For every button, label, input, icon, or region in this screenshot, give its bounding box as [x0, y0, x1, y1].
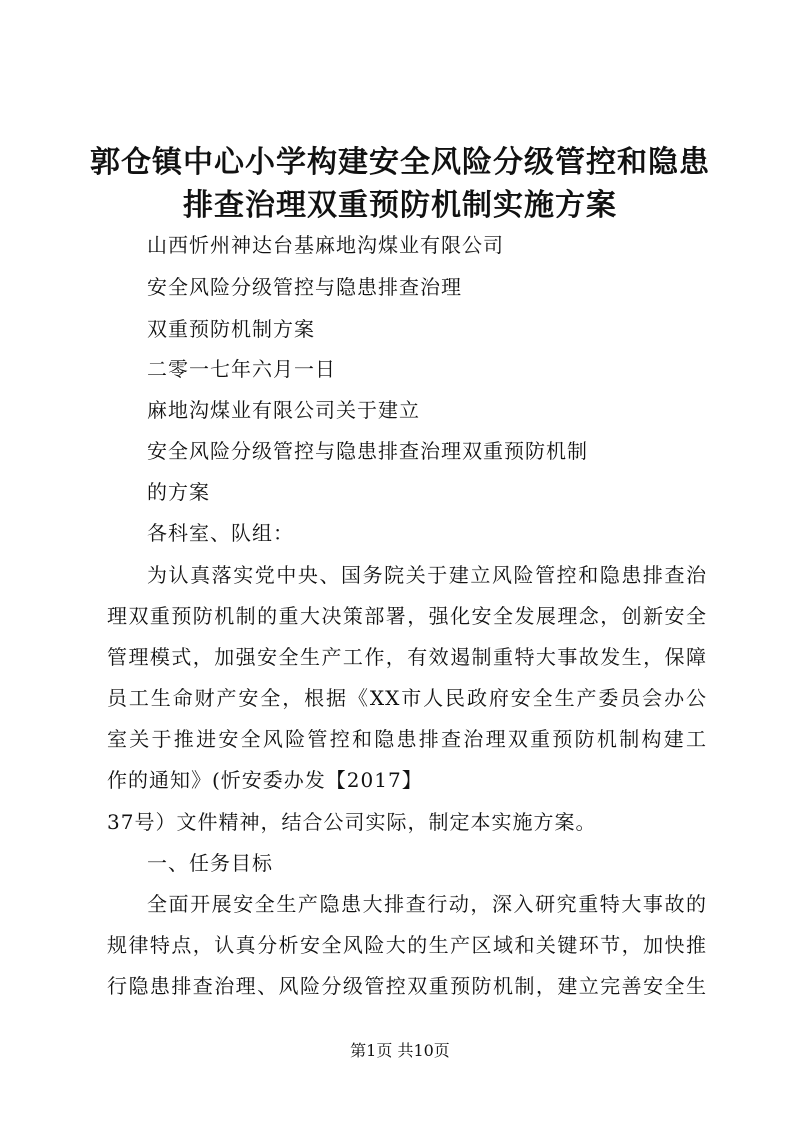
body-paragraph-line: 行隐患排查治理、风险分级管控双重预防机制，建立完善安全生: [107, 974, 707, 998]
heading-line-3: 的方案: [147, 480, 210, 504]
body-paragraph-line: 员工生命财产安全，根据《XX市人民政府安全生产委员会办公: [107, 686, 707, 710]
body-paragraph-line: 37号）文件精神，结合公司实际，制定本实施方案。: [107, 810, 597, 834]
heading-line-1: 麻地沟煤业有限公司关于建立: [147, 398, 420, 422]
document-title-line-2: 排查治理双重预防机制实施方案: [183, 188, 617, 223]
section-heading: 一、任务目标: [147, 851, 273, 875]
body-paragraph-line: 规律特点，认真分析安全风险大的生产区域和关键环节，加快推: [107, 933, 707, 957]
page-number-footer: 第1页 共10页: [350, 1041, 450, 1060]
body-paragraph-line: 全面开展安全生产隐患大排查行动，深入研究重特大事故的: [147, 892, 707, 916]
body-paragraph-line: 为认真落实党中央、国务院关于建立风险管控和隐患排查治: [147, 563, 707, 587]
body-paragraph-line: 作的通知》(忻安委办发【2017】: [107, 768, 423, 792]
subtitle-line-1: 安全风险分级管控与隐患排查治理: [147, 275, 462, 299]
document-date: 二零一七年六月一日: [147, 357, 336, 381]
body-paragraph-line: 管理模式，加强安全生产工作，有效遏制重特大事故发生，保障: [107, 645, 707, 669]
heading-line-2: 安全风险分级管控与隐患排查治理双重预防机制: [147, 439, 588, 463]
company-name: 山西忻州神达台基麻地沟煤业有限公司: [147, 233, 504, 257]
document-title-line-1: 郭仓镇中心小学构建安全风险分级管控和隐患: [90, 145, 710, 180]
body-paragraph-line: 室关于推进安全风险管控和隐患排查治理双重预防机制构建工: [107, 727, 707, 751]
subtitle-line-2: 双重预防机制方案: [147, 317, 315, 341]
body-paragraph-line: 理双重预防机制的重大决策部署，强化安全发展理念，创新安全: [107, 604, 707, 628]
salutation: 各科室、队组：: [147, 521, 294, 545]
